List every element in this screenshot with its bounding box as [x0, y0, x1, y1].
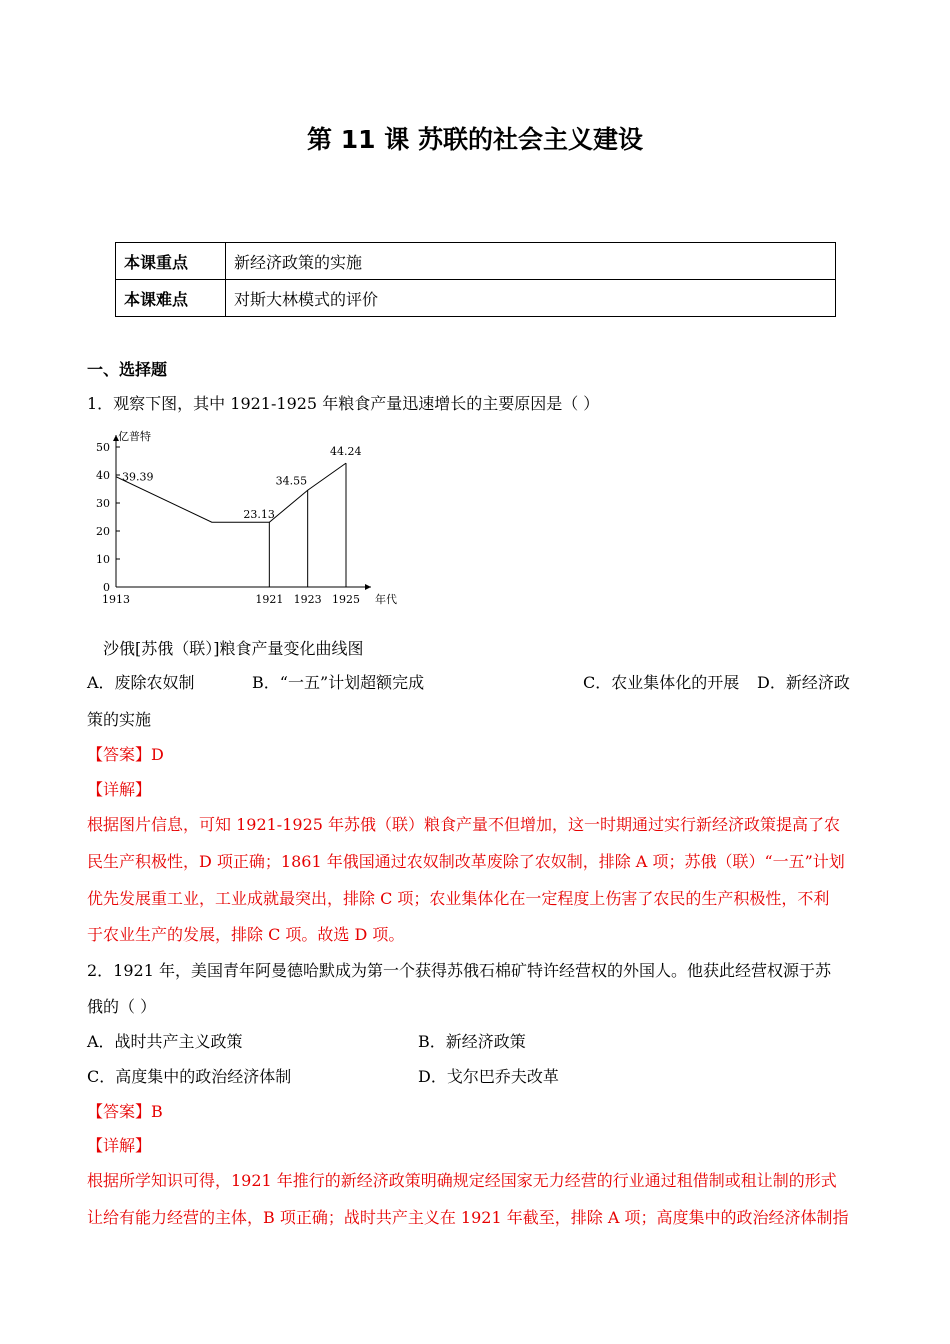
q1-detail-label: 【详解】 — [87, 780, 152, 799]
section-heading: 一、选择题 — [87, 360, 168, 379]
q1-detail-line: 民生产积极性，D 项正确；1861 年俄国通过农奴制改革废除了农奴制，排除 A 项；苏俄（联）“一五”计划 — [87, 852, 845, 871]
data-label: 34.55 — [275, 474, 308, 488]
question-1-stem: 1．观察下图，其中 1921-1925 年粮食产量迅速增长的主要原因是（ ） — [87, 394, 600, 413]
data-label: 39.39 — [122, 470, 154, 484]
table-row — [116, 280, 836, 317]
data-label: 44.24 — [330, 445, 362, 459]
grain-output-chart — [88, 425, 418, 615]
q1-option-d[interactable]: D．新经济政 — [757, 673, 850, 692]
chart-marks — [116, 445, 362, 587]
difficulty-value: 对斯大林模式的评价 — [226, 280, 836, 317]
q2-detail-line: 让给有能力经营的主体，B 项正确；战时共产主义在 1921 年截至，排除 A 项；高度集中的政治经济体制指 — [87, 1208, 849, 1227]
q2-detail-label: 【详解】 — [87, 1136, 152, 1155]
key-label: 本课重点 — [116, 243, 226, 280]
chart-axes — [96, 435, 371, 606]
q1-detail-line: 根据图片信息，可知 1921-1925 年苏俄（联）粮食产量不但增加，这一时期通过实行新经济政策提高了农 — [87, 815, 841, 834]
data-label: 23.13 — [243, 508, 275, 522]
chart-caption: 沙俄[苏俄（联）]粮食产量变化曲线图 — [103, 639, 364, 658]
x-axis-label: 年代 — [375, 593, 397, 606]
x-tick-label: 1925 — [332, 593, 360, 606]
q1-option-c[interactable]: C．农业集体化的开展 — [583, 673, 740, 692]
table-row — [116, 243, 836, 280]
q1-option-b[interactable]: B．“一五”计划超额完成 — [252, 673, 425, 692]
y-axis-label: 亿普特 — [118, 430, 151, 443]
key-value: 新经济政策的实施 — [226, 243, 836, 280]
x-tick-label: 1923 — [293, 593, 322, 606]
q1-detail-line: 于农业生产的发展，排除 C 项。故选 D 项。 — [87, 925, 405, 944]
x-axis-arrow — [365, 584, 371, 590]
q2-option-b[interactable]: B．新经济政策 — [418, 1032, 526, 1051]
x-tick-label: 1913 — [102, 593, 130, 606]
y-tick-label: 40 — [96, 469, 110, 482]
y-tick-label: 50 — [96, 441, 110, 454]
q2-option-d[interactable]: D．戈尔巴乔夫改革 — [418, 1067, 559, 1086]
q2-answer: 【答案】B — [87, 1102, 163, 1121]
difficulty-label: 本课难点 — [116, 280, 226, 317]
y-tick-label: 0 — [103, 581, 110, 594]
y-tick-label: 20 — [96, 525, 110, 538]
q2-option-c[interactable]: C．高度集中的政治经济体制 — [87, 1067, 292, 1086]
page-title: 第 11 课 苏联的社会主义建设 — [307, 125, 643, 154]
q1-option-d-wrap: 策的实施 — [87, 710, 152, 729]
key-points-table — [115, 242, 836, 317]
q1-detail-line: 优先发展重工业，工业成就最突出，排除 C 项；农业集体化在一定程度上伤害了农民的生产积极性，不利 — [87, 889, 830, 908]
q1-answer: 【答案】D — [87, 745, 164, 764]
q1-option-a[interactable]: A．废除农奴制 — [87, 673, 195, 692]
x-tick-label: 1921 — [255, 593, 284, 606]
q2-detail-line: 根据所学知识可得，1921 年推行的新经济政策明确规定经国家无力经营的行业通过租借制或租让制的形式 — [87, 1171, 837, 1190]
y-tick-label: 10 — [96, 553, 110, 566]
y-tick-label: 30 — [96, 497, 110, 510]
question-2-stem-wrap: 俄的（ ） — [87, 997, 157, 1016]
q2-option-a[interactable]: A．战时共产主义政策 — [87, 1032, 243, 1051]
question-2-stem: 2．1921 年，美国青年阿曼德哈默成为第一个获得苏俄石棉矿特许经营权的外国人。他获此经营权源于苏 — [87, 961, 831, 980]
